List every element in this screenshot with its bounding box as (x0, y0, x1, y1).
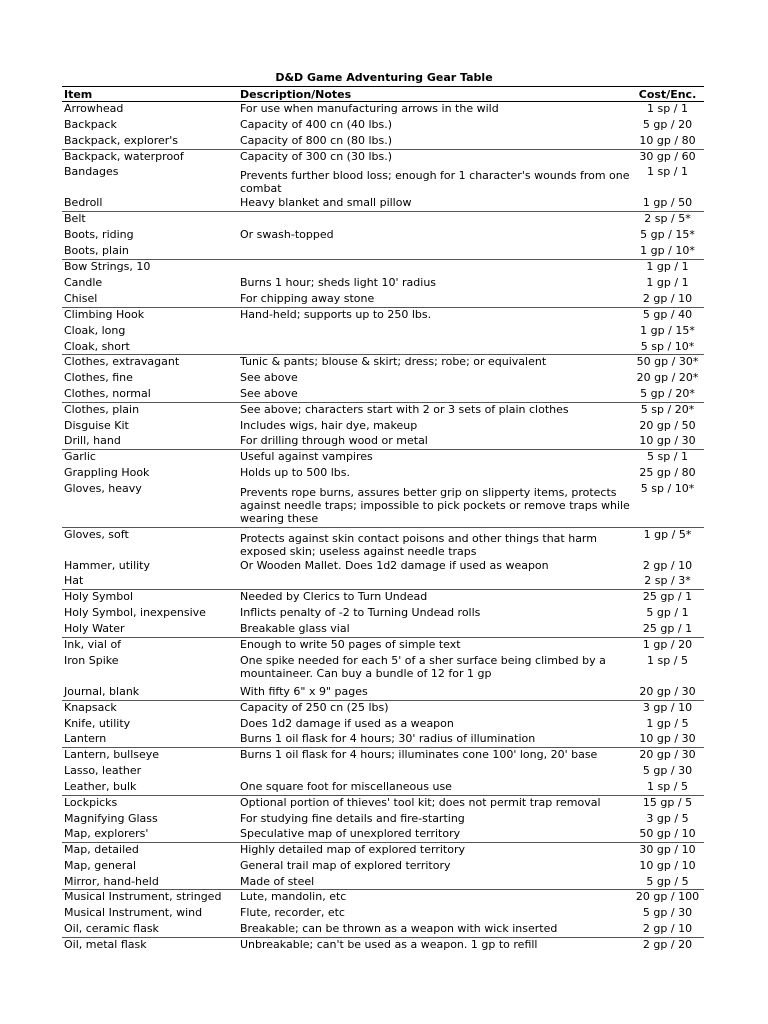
cost-cell: 20 gp / 30 (639, 748, 696, 761)
table-row (62, 590, 704, 606)
description-cell: Hand-held; supports up to 250 lbs. (240, 308, 432, 321)
table-row (62, 559, 704, 574)
item-cell: Journal, blank (62, 685, 238, 701)
table-row (62, 308, 704, 324)
description-cell: Prevents rope burns, assures better grip on slipperty items, protects against needle traps; impossible to pick pockets or remove traps while wearing these (238, 482, 631, 528)
cost-cell: 1 gp / 50 (631, 196, 704, 212)
cost-cell: 25 gp / 80 (639, 465, 696, 479)
item-cell: Lantern (62, 732, 238, 748)
description-cell: Needed by Clerics to Turn Undead (240, 590, 428, 603)
item-cell: Lantern, bullseye (64, 748, 160, 761)
item-cell: Chisel (62, 292, 238, 308)
item-cell: Knife, utility (64, 716, 131, 730)
item-cell: Boots, riding (64, 227, 134, 241)
cost-cell: 1 gp / 15* (640, 323, 695, 337)
description-cell: Breakable; can be thrown as a weapon with wick inserted (238, 922, 631, 938)
cost-cell: 3 gp / 5 (646, 811, 689, 825)
table-row (62, 387, 704, 403)
table-row (62, 434, 704, 450)
description-cell: Includes wigs, hair dye, makeup (240, 418, 418, 432)
description-cell (238, 212, 631, 228)
cost-cell: 1 gp / 20 (642, 638, 693, 651)
table-row (62, 843, 704, 859)
description-cell: Breakable glass vial (238, 622, 631, 638)
cost-cell: 30 gp / 60 (639, 150, 696, 163)
table-row (62, 748, 704, 764)
table-row (62, 355, 704, 371)
column-header-cost: Cost/Enc. (631, 87, 704, 102)
table-row (62, 150, 704, 165)
item-cell: Clothes, normal (62, 387, 238, 403)
description-cell: Or swash-topped (240, 227, 334, 241)
cost-cell: 2 gp / 10 (642, 558, 693, 572)
item-cell: Oil, metal flask (64, 938, 147, 951)
item-cell: Backpack (64, 117, 117, 131)
item-cell: Knapsack (64, 701, 117, 714)
item-cell: Bow Strings, 10 (64, 260, 151, 273)
description-cell: For use when manufacturing arrows in the wild (240, 102, 499, 115)
item-cell: Clothes, extravagant (64, 355, 180, 368)
cost-cell: 25 gp / 1 (631, 622, 704, 638)
table-row (62, 212, 704, 228)
table-row (62, 134, 704, 150)
table-row (62, 292, 704, 308)
cost-cell: 2 gp / 10 (631, 292, 704, 308)
cost-cell: 20 gp / 30 (631, 685, 704, 701)
description-cell: Useful against vampires (240, 450, 373, 463)
cost-cell: 1 gp / 1 (646, 260, 689, 273)
description-cell: Unbreakable; can't be used as a weapon. 1 gp to refill (240, 938, 538, 951)
cost-cell: 1 sp / 5 (631, 780, 704, 796)
description-cell (238, 574, 631, 590)
cost-cell: 5 sp / 20* (640, 403, 695, 416)
description-cell: Lute, mandolin, etc (240, 890, 347, 903)
cost-cell: 1 gp / 10* (631, 244, 704, 260)
table-row (62, 638, 704, 654)
description-cell: General trail map of explored territory (240, 858, 451, 872)
description-cell: Enough to write 50 pages of simple text (240, 638, 461, 651)
item-cell: Grappling Hook (64, 465, 150, 479)
cost-cell: 5 gp / 40 (642, 308, 693, 321)
table-row (62, 482, 704, 528)
item-cell: Climbing Hook (64, 308, 145, 321)
cost-cell: 2 gp / 20 (642, 938, 693, 951)
item-cell: Garlic (64, 450, 96, 463)
table-row (62, 732, 704, 748)
description-cell: Burns 1 hour; sheds light 10' radius (240, 275, 437, 289)
description-cell: One square foot for miscellaneous use (238, 780, 631, 796)
item-cell: Backpack, explorer's (62, 134, 238, 150)
item-cell: Lockpicks (64, 796, 118, 809)
description-cell: Optional portion of thieves' tool kit; does not permit trap removal (240, 796, 601, 809)
cost-cell: 25 gp / 1 (642, 590, 693, 603)
description-cell: Protects against skin contact poisons and other things that harm exposed skin; useless against needle traps (240, 532, 597, 558)
description-cell (238, 324, 631, 340)
cost-cell: 5 sp / 10* (631, 340, 704, 355)
cost-cell: 20 gp / 100 (635, 890, 700, 903)
cost-cell: 1 sp / 1 (647, 164, 688, 178)
cost-cell: 10 gp / 30 (631, 732, 704, 748)
item-cell: Disguise Kit (64, 418, 129, 432)
table-row (62, 717, 704, 732)
cost-cell: 1 gp / 5 (646, 716, 689, 730)
item-cell: Ink, vial of (64, 638, 122, 651)
description-cell: Speculative map of unexplored territory (238, 827, 631, 843)
description-cell: Highly detailed map of explored territory (240, 843, 465, 856)
table-row (62, 654, 704, 685)
table-row (62, 165, 704, 196)
cost-cell: 50 gp / 30* (636, 355, 699, 368)
item-cell: Hammer, utility (64, 558, 151, 572)
description-cell: With fifty 6" x 9" pages (238, 685, 631, 701)
description-cell: See above (240, 370, 298, 384)
cost-cell: 30 gp / 10 (639, 843, 696, 856)
description-cell: Holds up to 500 lbs. (240, 465, 351, 479)
table-row (62, 528, 704, 559)
table-row (62, 260, 704, 276)
cost-cell: 1 sp / 5 (647, 653, 688, 667)
item-cell: Hat (62, 574, 238, 590)
item-cell: Cloak, short (62, 340, 238, 355)
description-cell: Capacity of 250 cn (25 lbs) (240, 701, 389, 714)
item-cell: Lasso, leather (64, 763, 142, 777)
table-row (62, 324, 704, 340)
table-row (62, 685, 704, 701)
item-cell: Gloves, soft (64, 528, 129, 541)
item-cell: Musical Instrument, wind (64, 905, 203, 919)
cost-cell: 1 gp / 5* (643, 528, 692, 541)
description-cell: Tunic & pants; blouse & skirt; dress; robe; or equivalent (240, 355, 547, 368)
cost-cell: 50 gp / 10 (631, 827, 704, 843)
item-cell: Holy Symbol, inexpensive (64, 605, 206, 619)
cost-cell: 10 gp / 10 (639, 858, 696, 872)
item-cell: Map, detailed (64, 843, 139, 856)
description-cell: Burns 1 oil flask for 4 hours; 30' radius of illumination (238, 732, 631, 748)
cost-cell: 1 gp / 1 (646, 275, 689, 289)
table-row (62, 859, 704, 875)
table-row (62, 796, 704, 812)
item-cell: Belt (64, 212, 86, 225)
item-cell: Clothes, plain (64, 403, 140, 416)
description-cell: Heavy blanket and small pillow (238, 196, 631, 212)
cost-cell: 5 gp / 30 (642, 763, 693, 777)
description-cell: Capacity of 300 cn (30 lbs.) (240, 150, 393, 163)
item-cell: Boots, plain (62, 244, 238, 260)
table-row (62, 371, 704, 387)
item-cell: Musical Instrument, stringed (64, 890, 222, 903)
table-row (62, 118, 704, 134)
item-cell: Holy Symbol (64, 590, 134, 603)
cost-cell: 1 sp / 1 (647, 102, 688, 115)
table-row (62, 701, 704, 717)
table-row (62, 228, 704, 244)
table-row (62, 606, 704, 622)
item-cell: Clothes, fine (64, 370, 133, 384)
description-cell (238, 260, 631, 276)
table-row (62, 922, 704, 938)
cost-cell: 5 gp / 15* (640, 227, 695, 241)
description-cell (238, 340, 631, 355)
item-cell: Candle (64, 275, 103, 289)
item-cell: Drill, hand (62, 434, 238, 450)
cost-cell: 20 gp / 50 (639, 418, 696, 432)
description-cell: Capacity of 800 cn (80 lbs.) (238, 134, 631, 150)
cost-cell: 5 gp / 20 (642, 117, 693, 131)
table-row (62, 244, 704, 260)
item-cell: Cloak, long (64, 323, 126, 337)
item-cell: Map, explorers' (62, 827, 238, 843)
cost-cell: 5 sp / 1 (647, 450, 688, 463)
description-cell: Or Wooden Mallet. Does 1d2 damage if used as weapon (240, 558, 549, 572)
item-cell: Iron Spike (64, 653, 119, 667)
page-title: D&D Game Adventuring Gear Table (275, 71, 493, 84)
table-row (62, 906, 704, 922)
cost-cell: 15 gp / 5 (642, 796, 693, 809)
description-cell (238, 244, 631, 260)
description-cell (238, 764, 631, 780)
cost-cell: 2 sp / 5* (644, 212, 691, 225)
description-cell: Prevents further blood loss; enough for 1 character's wounds from one combat (240, 168, 630, 195)
item-cell: Backpack, waterproof (64, 150, 184, 163)
table-header-row (62, 87, 704, 102)
table-row (62, 622, 704, 638)
description-cell: See above (238, 387, 631, 403)
description-cell: Burns 1 oil flask for 4 hours; illuminates cone 100' long, 20' base (240, 748, 598, 761)
table-row (62, 403, 704, 419)
table-row (62, 827, 704, 843)
table-row (62, 764, 704, 780)
table-row (62, 196, 704, 212)
table-row (62, 780, 704, 796)
cost-cell: 2 sp / 3* (631, 574, 704, 590)
column-header-item: Item (62, 87, 238, 102)
description-cell: Does 1d2 damage if used as a weapon (240, 716, 454, 730)
cost-cell: 5 gp / 1 (646, 605, 689, 619)
table-row (62, 466, 704, 482)
cost-cell: 5 gp / 5 (631, 875, 704, 890)
cost-cell: 5 gp / 20* (631, 387, 704, 403)
item-cell: Map, general (64, 858, 137, 872)
description-cell: Capacity of 400 cn (40 lbs.) (240, 117, 393, 131)
description-cell: For chipping away stone (238, 292, 631, 308)
cost-cell: 10 gp / 80 (631, 134, 704, 150)
cost-cell: 5 sp / 10* (631, 482, 704, 528)
cost-cell: 10 gp / 30 (631, 434, 704, 450)
table-row (62, 812, 704, 827)
item-cell: Gloves, heavy (62, 482, 238, 528)
description-cell: For studying fine details and fire-starting (240, 811, 465, 825)
item-cell: Mirror, hand-held (62, 875, 238, 890)
cost-cell: 3 gp / 10 (642, 701, 693, 714)
table-row (62, 419, 704, 434)
cost-cell: 2 gp / 10 (631, 922, 704, 938)
gear-table (62, 86, 704, 954)
item-cell: Bandages (64, 164, 119, 178)
item-cell: Holy Water (62, 622, 238, 638)
description-cell: Inflicts penalty of -2 to Turning Undead rolls (240, 605, 481, 619)
table-row (62, 574, 704, 590)
table-row (62, 276, 704, 292)
table-row (62, 875, 704, 890)
column-header-description: Description/Notes (238, 87, 631, 102)
item-cell: Bedroll (62, 196, 238, 212)
table-row (62, 890, 704, 906)
item-cell: Leather, bulk (62, 780, 238, 796)
description-cell: For drilling through wood or metal (238, 434, 631, 450)
description-cell: Made of steel (238, 875, 631, 890)
item-cell: Oil, ceramic flask (62, 922, 238, 938)
table-row (62, 450, 704, 466)
table-row (62, 102, 704, 118)
table-row (62, 340, 704, 355)
item-cell: Arrowhead (64, 102, 124, 115)
cost-cell: 5 gp / 30 (642, 905, 693, 919)
description-cell: Flute, recorder, etc (240, 905, 345, 919)
description-cell: One spike needed for each 5' of a sher surface being climbed by a mountaineer. Can buy a bundle of 12 for 1 gp (240, 653, 606, 680)
cost-cell: 20 gp / 20* (636, 370, 699, 384)
description-cell: See above; characters start with 2 or 3 sets of plain clothes (240, 403, 569, 416)
item-cell: Magnifying Glass (64, 811, 158, 825)
table-row (62, 938, 704, 954)
